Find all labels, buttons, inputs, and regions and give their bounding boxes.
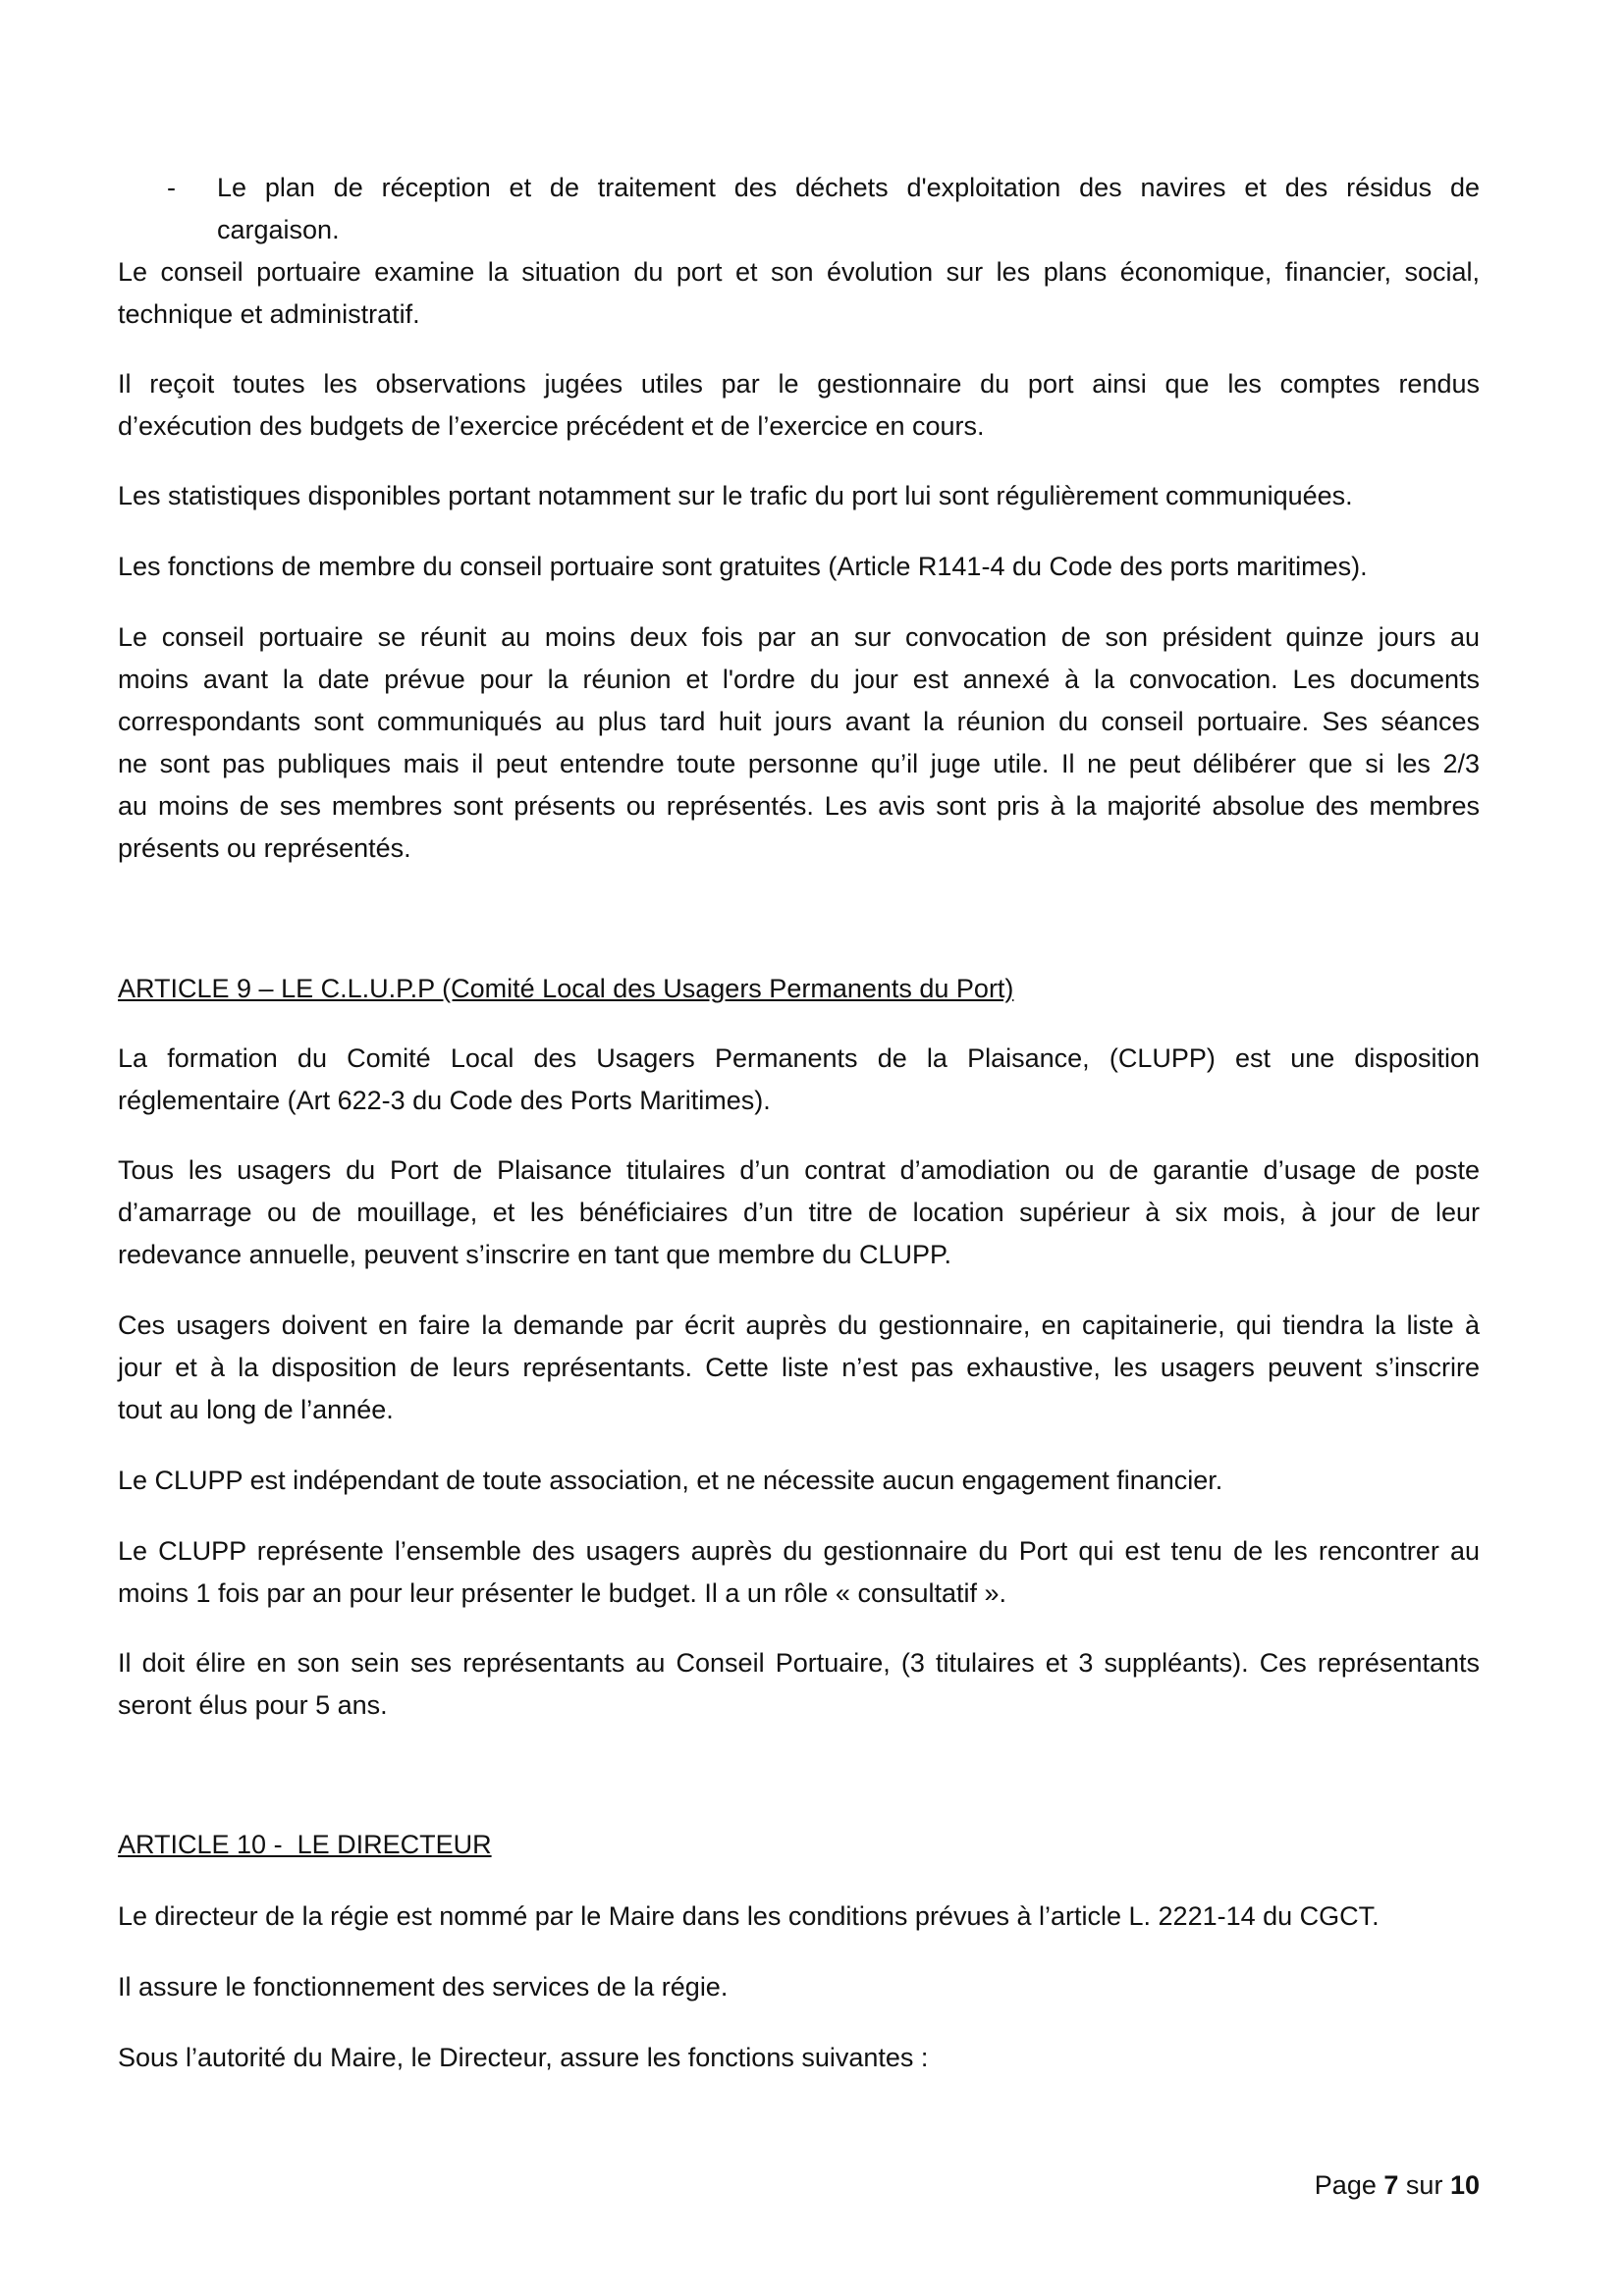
text-line: Il reçoit toutes les observations jugées utiles par le gestionnaire du port ainsi que les comptes rendus — [118, 369, 1480, 399]
page-number-footer — [1315, 2164, 1480, 2207]
bullet-item-text — [217, 167, 1480, 251]
text-line: Le directeur de la régie est nommé par le Maire dans les conditions prévues à l’article L. 2221-14 du CGCT. — [118, 1901, 1380, 1931]
paragraph-conseil-examine — [118, 251, 1480, 336]
text-line: Les statistiques disponibles portant notamment sur le trafic du port lui sont régulièrement communiquées. — [118, 481, 1353, 510]
text-line: Tous les usagers du Port de Plaisance titulaires d’un contrat d’amodiation ou de garantie d’usage de poste — [118, 1155, 1480, 1185]
article-9-heading: ARTICLE 9 – LE C.L.U.P.P (Comité Local des Usagers Permanents du Port) — [118, 974, 1014, 1003]
text-line: moins avant la date prévue pour la réunion et l'ordre du jour est annexé à la convocation. Les documents — [118, 665, 1480, 694]
text-line: redevance annuelle, peuvent s’inscrire en tant que membre du CLUPP. — [118, 1240, 952, 1269]
paragraph-clupp-demande — [118, 1305, 1480, 1431]
paragraph-directeur-fonctions — [118, 2037, 1480, 2079]
text-line: au moins de ses membres sont présents ou représentés. Les avis sont pris à la majorité absolue des membres — [118, 791, 1480, 821]
text-line: Le conseil portuaire se réunit au moins deux fois par an sur convocation de son président quinze jours au — [118, 622, 1480, 652]
text-line: La formation du Comité Local des Usagers Permanents de la Plaisance, (CLUPP) est une disposition — [118, 1043, 1480, 1073]
text-line: Ces usagers doivent en faire la demande par écrit auprès du gestionnaire, en capitainerie, qui tiendra la liste à — [118, 1310, 1480, 1340]
text-line: Le CLUPP représente l’ensemble des usagers auprès du gestionnaire du Port qui est tenu de les rencontrer au — [118, 1536, 1480, 1566]
text-line: seront élus pour 5 ans. — [118, 1690, 388, 1720]
paragraph-directeur-nomination — [118, 1896, 1480, 1938]
article-10-heading: ARTICLE 10 - LE DIRECTEUR — [118, 1830, 492, 1859]
text-line: tout au long de l’année. — [118, 1395, 394, 1424]
paragraph-clupp-representants — [118, 1642, 1480, 1727]
paragraph-directeur-fonctionnement — [118, 1966, 1480, 2008]
text-line: Il assure le fonctionnement des services de la régie. — [118, 1972, 729, 2002]
paragraph-fonctions — [118, 546, 1480, 588]
text-line: correspondants sont communiqués au plus tard huit jours avant la réunion du conseil portuaire. Ses séances — [118, 707, 1480, 736]
text-line: Il doit élire en son sein ses représentants au Conseil Portuaire, (3 titulaires et 3 suppléants). Ces représentants — [118, 1648, 1480, 1678]
text-line: Le CLUPP est indépendant de toute association, et ne nécessite aucun engagement financier. — [118, 1466, 1223, 1495]
text-line: réglementaire (Art 622-3 du Code des Ports Maritimes). — [118, 1086, 771, 1115]
paragraph-clupp-usagers — [118, 1149, 1480, 1276]
bullet-marker: - — [167, 173, 176, 202]
text-line: technique et administratif. — [118, 299, 420, 329]
page-label: Page — [1314, 2170, 1377, 2200]
text-line: d’amarrage ou de mouillage, et les bénéficiaires d’un titre de location supérieur à six mois, à jour de leur — [118, 1198, 1480, 1227]
paragraph-reunion — [118, 616, 1480, 870]
text-line: Le conseil portuaire examine la situation du port et son évolution sur les plans économique, financier, social, — [118, 257, 1480, 287]
text-line: ne sont pas publiques mais il peut entendre toute personne qu’il juge utile. Il ne peut délibérer que si les 2/3 — [118, 749, 1480, 778]
text-line: jour et à la disposition de leurs représentants. Cette liste n’est pas exhaustive, les usagers peuvent s’inscrire — [118, 1353, 1480, 1382]
paragraph-clupp-formation — [118, 1038, 1480, 1122]
paragraph-clupp-independant — [118, 1460, 1480, 1502]
text-line: Sous l’autorité du Maire, le Directeur, assure les fonctions suivantes : — [118, 2043, 929, 2072]
current-page-number: 7 — [1383, 2170, 1399, 2200]
text-line: cargaison. — [217, 215, 340, 244]
text-line: d’exécution des budgets de l’exercice précédent et de l’exercice en cours. — [118, 411, 985, 441]
paragraph-statistiques — [118, 475, 1480, 517]
text-line: présents ou représentés. — [118, 833, 411, 863]
text-line: Les fonctions de membre du conseil portuaire sont gratuites (Article R141-4 du Code des ports maritimes). — [118, 552, 1368, 581]
text-line: moins 1 fois par an pour leur présenter le budget. Il a un rôle « consultatif ». — [118, 1578, 1007, 1608]
paragraph-observations — [118, 363, 1480, 448]
text-line: Le plan de réception et de traitement des déchets d'exploitation des navires et des résidus de — [217, 173, 1480, 202]
total-page-count: 10 — [1449, 2170, 1480, 2200]
paragraph-clupp-represente — [118, 1530, 1480, 1615]
page-of-label: sur — [1405, 2170, 1443, 2200]
